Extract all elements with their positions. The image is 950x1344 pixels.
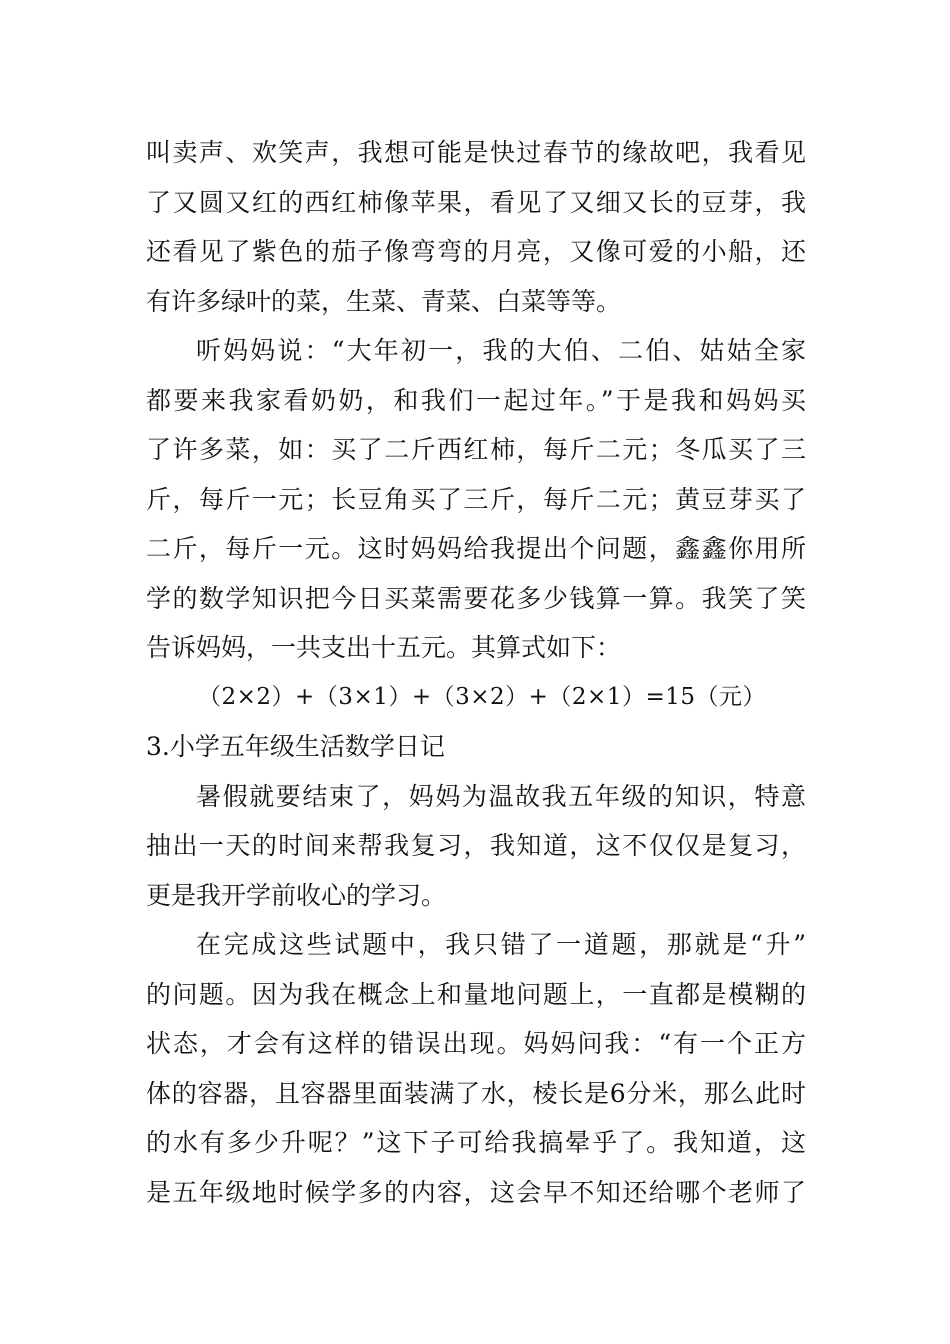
paragraph-start-line: 听妈妈说：“大年初一，我的大伯、二伯、姑姑全家 <box>196 336 806 365</box>
text-line: 抽出一天的时间来帮我复习，我知道，这不仅仅是复习， <box>146 831 806 860</box>
text-line: 了又圆又红的西红柿像苹果，看见了又细又长的豆芽，我 <box>146 187 806 217</box>
text-line: 是五年级地时候学多的内容，这会早不知还给哪个老师了 <box>146 1177 806 1207</box>
paragraph-start-line: 在完成这些试题中，我只错了一道题，那就是“升” <box>196 930 806 959</box>
text-line: 告诉妈妈，一共支出十五元。其算式如下： <box>146 633 622 662</box>
text-line: 更是我开学前收心的学习。 <box>146 880 447 910</box>
paragraph-start-line: 暑假就要结束了，妈妈为温故我五年级的知识，特意 <box>196 781 806 811</box>
text-line: 有许多绿叶的菜，生菜、青菜、白菜等等。 <box>146 286 622 316</box>
formula-line: （2×2）+（3×1）+（3×2）+（2×1）=15（元） <box>198 683 767 710</box>
text-line: 体的容器，且容器里面装满了水，棱长是6分米，那么此时 <box>146 1078 806 1108</box>
text-line: 斤，每斤一元；长豆角买了三斤，每斤二元；黄豆芽买了 <box>146 484 806 514</box>
text-line: 还看见了紫色的茄子像弯弯的月亮，又像可爱的小船，还 <box>146 237 806 266</box>
text-line: 的问题。因为我在概念上和量地问题上，一直都是模糊的 <box>146 979 806 1009</box>
text-line: 二斤，每斤一元。这时妈妈给我提出个问题，鑫鑫你用所 <box>146 534 806 563</box>
body-text <box>146 128 806 1217</box>
section-heading: 3.小学五年级生活数学日记 <box>146 732 445 761</box>
text-line: 学的数学知识把今日买菜需要花多少钱算一算。我笑了笑 <box>146 583 806 613</box>
text-line: 状态，才会有这样的错误出现。妈妈问我：“有一个正方 <box>146 1029 806 1058</box>
text-line: 的水有多少升呢？”这下子可给我搞晕乎了。我知道，这 <box>146 1128 806 1157</box>
text-line: 都要来我家看奶奶，和我们一起过年。”于是我和妈妈买 <box>146 385 806 415</box>
text-line: 叫卖声、欢笑声，我想可能是快过春节的缘故吧，我看见 <box>146 138 806 167</box>
text-line: 了许多菜，如：买了二斤西红柿，每斤二元；冬瓜买了三 <box>146 435 806 464</box>
